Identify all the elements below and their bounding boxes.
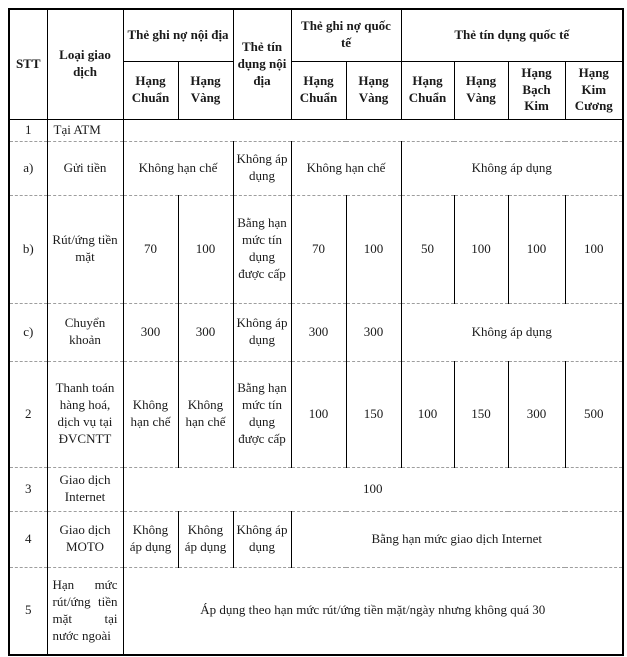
header-tier-gold-id: Hạng Vàng <box>346 61 401 119</box>
row-label: Chuyển khoản <box>47 303 123 361</box>
table-cell: 100 <box>401 361 454 467</box>
table-cell <box>123 119 623 141</box>
table-cell: 100 <box>346 195 401 303</box>
table-row-pos-payment <box>9 361 623 467</box>
table-row-atm <box>9 119 623 141</box>
table-cell: 300 <box>346 303 401 361</box>
table-cell: Không hạn chế <box>178 361 233 467</box>
table-cell: Không áp dụng <box>123 511 178 567</box>
table-cell: Không áp dụng <box>233 141 291 195</box>
table-row-withdrawal <box>9 195 623 303</box>
table-cell: 100 <box>565 195 623 303</box>
row-label: Giao dịch MOTO <box>47 511 123 567</box>
row-label: Hạn mức rút/ứng tiền mặt tại nước ngoài <box>47 567 123 655</box>
table-row-moto <box>9 511 623 567</box>
table-cell: 300 <box>291 303 346 361</box>
table-row-deposit <box>9 141 623 195</box>
row-stt: 1 <box>9 119 47 141</box>
table-cell: Áp dụng theo hạn mức rút/ứng tiền mặt/ngày nhưng không quá 30 <box>123 567 623 655</box>
table-row-foreign-withdrawal <box>9 567 623 655</box>
table-cell: 300 <box>178 303 233 361</box>
table-cell: 300 <box>508 361 565 467</box>
header-group-domestic-credit: Thẻ tín dụng nội địa <box>233 9 291 119</box>
table-cell: 150 <box>346 361 401 467</box>
row-stt: c) <box>9 303 47 361</box>
table-cell: Không áp dụng <box>401 141 623 195</box>
header-stt: STT <box>9 9 47 119</box>
table-cell: 100 <box>454 195 508 303</box>
row-label: Thanh toán hàng hoá, dịch vụ tại ĐVCNTT <box>47 361 123 467</box>
table-cell: Không hạn chế <box>291 141 401 195</box>
header-group-row <box>9 9 623 61</box>
header-group-intl-debit: Thẻ ghi nợ quốc tế <box>291 9 401 61</box>
row-stt: 2 <box>9 361 47 467</box>
table-row-internet <box>9 467 623 511</box>
header-group-intl-credit: Thẻ tín dụng quốc tế <box>401 9 623 61</box>
row-label: Gửi tiền <box>47 141 123 195</box>
row-stt: 4 <box>9 511 47 567</box>
table-cell: 70 <box>291 195 346 303</box>
header-group-domestic-debit: Thẻ ghi nợ nội địa <box>123 9 233 61</box>
table-cell: Không áp dụng <box>233 511 291 567</box>
table-cell: Bằng hạn mức giao dịch Internet <box>291 511 623 567</box>
table-header <box>9 9 623 119</box>
row-label: Tại ATM <box>47 119 123 141</box>
table-cell: 500 <box>565 361 623 467</box>
row-stt: a) <box>9 141 47 195</box>
table-cell: Không hạn chế <box>123 361 178 467</box>
table-cell: Bằng hạn mức tín dụng được cấp <box>233 195 291 303</box>
fee-limit-table <box>8 8 624 656</box>
table-body <box>9 119 623 655</box>
header-tier-standard-ic: Hạng Chuẩn <box>401 61 454 119</box>
row-stt: 5 <box>9 567 47 655</box>
header-transaction-type: Loại giao dịch <box>47 9 123 119</box>
row-stt: b) <box>9 195 47 303</box>
row-label: Rút/ứng tiền mặt <box>47 195 123 303</box>
table-cell: Không áp dụng <box>178 511 233 567</box>
table-cell: 300 <box>123 303 178 361</box>
table-cell: 100 <box>291 361 346 467</box>
header-tier-gold-dd: Hạng Vàng <box>178 61 233 119</box>
header-tier-diamond-ic: Hạng Kim Cương <box>565 61 623 119</box>
header-tier-gold-ic: Hạng Vàng <box>454 61 508 119</box>
row-label: Giao dịch Internet <box>47 467 123 511</box>
table-cell: 100 <box>178 195 233 303</box>
table-cell: Không áp dụng <box>401 303 623 361</box>
table-cell: 50 <box>401 195 454 303</box>
header-tier-standard-id: Hạng Chuẩn <box>291 61 346 119</box>
table-cell: Không hạn chế <box>123 141 233 195</box>
table-cell: 100 <box>508 195 565 303</box>
table-cell: 150 <box>454 361 508 467</box>
row-stt: 3 <box>9 467 47 511</box>
table-cell: Không áp dụng <box>233 303 291 361</box>
table-cell: 100 <box>123 467 623 511</box>
table-row-transfer <box>9 303 623 361</box>
table-cell: Bằng hạn mức tín dụng được cấp <box>233 361 291 467</box>
header-tier-platinum-ic: Hạng Bạch Kim <box>508 61 565 119</box>
table-cell: 70 <box>123 195 178 303</box>
header-tier-standard-dd: Hạng Chuẩn <box>123 61 178 119</box>
